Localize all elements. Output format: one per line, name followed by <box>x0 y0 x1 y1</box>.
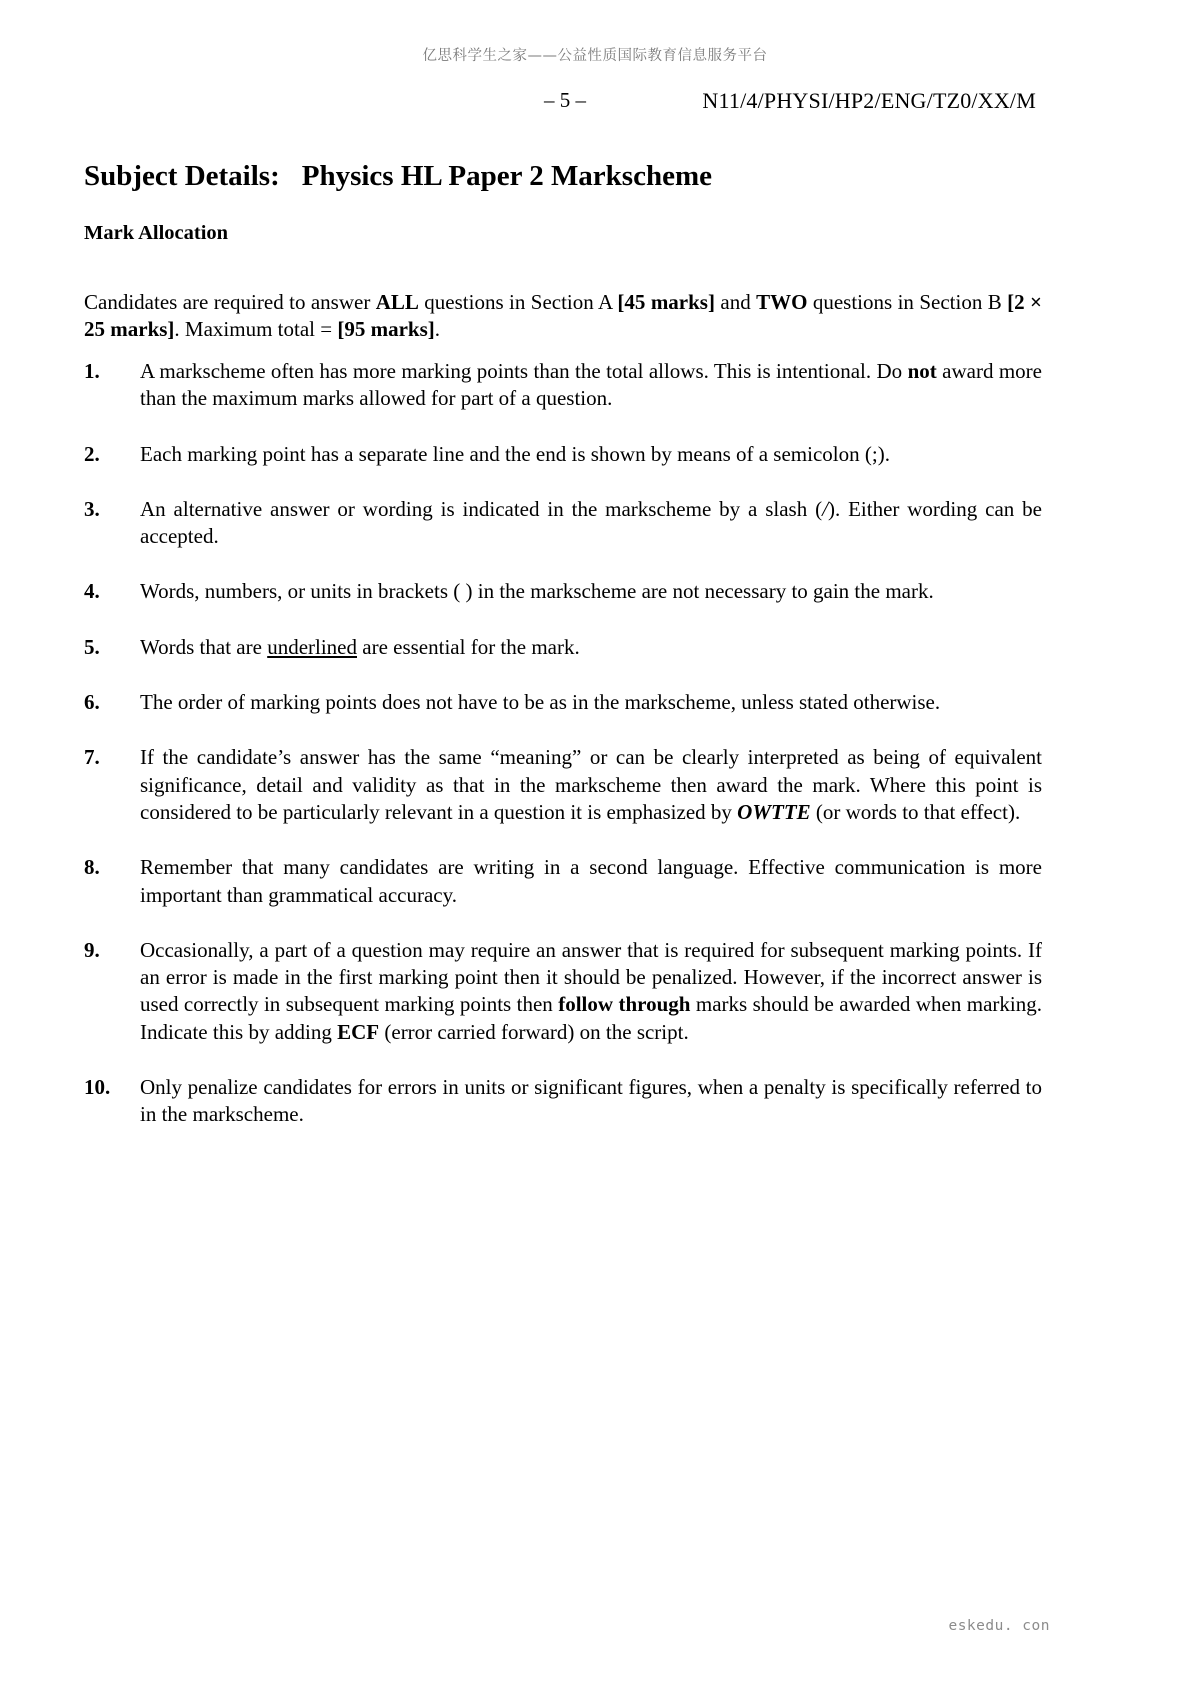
intro-all-emphasis: ALL <box>375 290 419 314</box>
top-watermark: 亿思科学生之家——公益性质国际教育信息服务平台 <box>422 48 768 64</box>
intro-marks-a: [45 marks] <box>617 290 715 314</box>
intro-part-4: questions in Section B <box>807 290 1008 314</box>
page-header <box>84 88 1106 118</box>
list-item-text-pre: The order of marking points does not have to be as in the markscheme, unless stated otherwise. <box>140 690 941 715</box>
list-item-text-pre: Each marking point has a separate line and the end is shown by means of a semicolon (;). <box>140 441 890 466</box>
list-item <box>84 744 1042 826</box>
page-title <box>84 160 712 193</box>
list-item-text-pre: Occasionally, a part of a question may require an answer that is required for subsequent marking points. If an error is made in the first marking point then it should be penalized. However, if the incorrect answer is used correctly in subsequent marking points then <box>140 937 1042 1017</box>
page-title-label: Subject Details: <box>84 160 280 192</box>
list-item-text <box>140 937 1042 1046</box>
list-item-text <box>140 496 1042 551</box>
list-item-emphasis: OWTTE <box>737 799 811 824</box>
list-item-text-pre: An alternative answer or wording is indicated in the markscheme by a slash ( <box>140 496 823 521</box>
list-item-number: 10. <box>84 1075 111 1100</box>
list-item-text <box>140 854 1042 909</box>
list-item <box>84 937 1042 1046</box>
page-title-value: Physics HL Paper 2 Markscheme <box>301 160 712 192</box>
list-item-text-post: ). Either wording can be accepted. <box>140 496 1042 549</box>
intro-marks-total: [95 marks] <box>337 317 435 342</box>
intro-two-emphasis: TWO <box>756 290 808 314</box>
intro-part-3: and <box>714 290 757 314</box>
list-item-text-pre: Remember that many candidates are writing in a second language. Effective communication is more important than grammatical accuracy. <box>140 855 1042 907</box>
list-item <box>84 496 1042 551</box>
list-item-text-post: award more than the maximum marks allowed for part of a question. <box>140 359 1042 411</box>
list-item-number: 9. <box>84 937 100 962</box>
intro-part-6: . <box>434 317 440 342</box>
list-item-number: 7. <box>84 745 100 770</box>
list-item-number: 1. <box>84 359 100 383</box>
bottom-watermark: eskedu. con <box>948 1618 1050 1634</box>
list-item-text <box>140 1074 1042 1129</box>
intro-part-1: Candidates are required to answer <box>84 290 376 314</box>
list-item-text <box>140 744 1042 826</box>
list-item-text <box>140 358 1042 413</box>
intro-marks-b: [2 × 25 marks] <box>84 290 1042 342</box>
list-item-number: 4. <box>84 579 100 604</box>
list-item <box>84 634 1042 661</box>
page-number: – 5 – <box>544 88 586 112</box>
list-item-text-pre: If the candidate’s answer has the same “meaning” or can be clearly interpreted as being of equivalent significance, detail and validity as that in the markscheme then award the mark. Where this point is considered to be particularly relevant in a question it is emphasized by <box>140 745 1042 824</box>
list-item-text-pre: A markscheme often has more marking points than the total allows. This is intentional. Do <box>140 359 908 383</box>
list-item-emphasis: underlined <box>267 634 357 659</box>
list-item-text-post: (or words to that effect). <box>810 799 1021 824</box>
list-item <box>84 854 1042 909</box>
intro-part-5: . Maximum total = <box>174 317 338 342</box>
intro-paragraph <box>84 289 1042 344</box>
numbered-notes-list <box>84 358 1042 1149</box>
section-subheading: Mark Allocation <box>84 222 229 244</box>
list-item-number: 8. <box>84 855 100 880</box>
paper-code: N11/4/PHYSI/HP2/ENG/TZ0/XX/M <box>702 88 1036 113</box>
intro-part-2: questions in Section A <box>418 290 618 314</box>
list-item-text-pre: Words that are <box>140 634 268 659</box>
list-item-emphasis-secondary: ECF <box>337 1019 380 1044</box>
list-item <box>84 578 1042 605</box>
list-item-text-post: are essential for the mark. <box>357 634 580 659</box>
list-item-text <box>140 689 1042 716</box>
list-item <box>84 689 1042 716</box>
list-item-text <box>140 634 1042 661</box>
list-item-emphasis: follow through <box>558 992 691 1017</box>
list-item-number: 3. <box>84 496 100 521</box>
list-item-emphasis: / <box>822 496 828 521</box>
list-item-number: 6. <box>84 690 100 715</box>
list-item-text <box>140 441 1042 468</box>
list-item-text-post: marks should be awarded when marking. Indicate this by adding <box>140 992 1042 1044</box>
list-item-number: 2. <box>84 441 100 466</box>
list-item-number: 5. <box>84 634 100 659</box>
list-item <box>84 358 1042 413</box>
list-item-text-post-secondary: (error carried forward) on the script. <box>379 1019 689 1044</box>
list-item <box>84 1074 1042 1129</box>
list-item-text-pre: Words, numbers, or units in brackets ( ) in the markscheme are not necessary to gain the mark. <box>140 579 934 604</box>
list-item-text <box>140 578 1042 605</box>
list-item <box>84 441 1042 468</box>
list-item-text-pre: Only penalize candidates for errors in units or significant figures, when a penalty is specifically referred to in the markscheme. <box>140 1075 1042 1127</box>
list-item-emphasis: not <box>907 359 937 383</box>
